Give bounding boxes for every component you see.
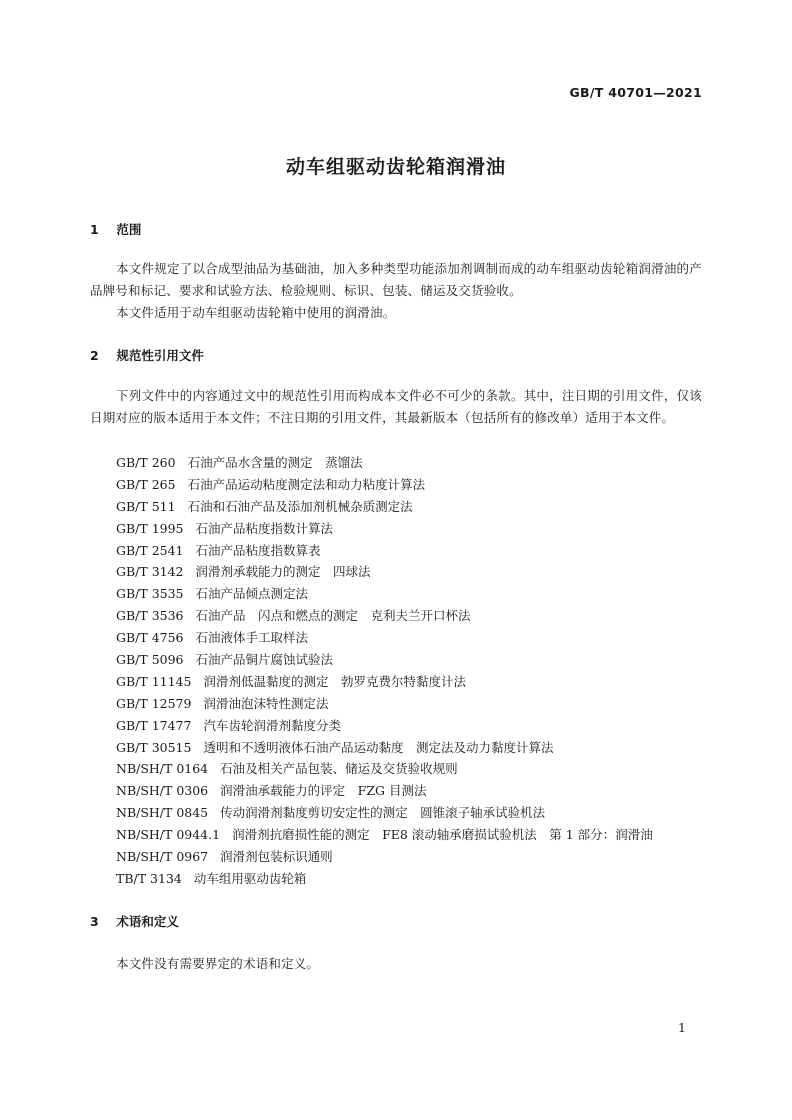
reference-code: NB/SH/T 0845 bbox=[116, 805, 209, 821]
reference-title: 润滑剂包装标识通则 bbox=[220, 849, 333, 865]
reference-title: 石油产品粘度指数计算法 bbox=[195, 520, 334, 536]
reference-title: 石油产品 闪点和燃点的测定 克利夫兰开口杯法 bbox=[195, 608, 471, 624]
reference-code: NB/SH/T 0944.1 bbox=[116, 827, 221, 843]
reference-item bbox=[116, 452, 653, 474]
section-3-heading bbox=[90, 912, 179, 930]
reference-title: 石油产品倾点测定法 bbox=[195, 586, 309, 602]
reference-title: 传动润滑剂黏度剪切安定性的测定 圆锥滚子轴承试验机法 bbox=[220, 805, 546, 821]
section-1-paragraph-2: 本文件适用于动车组驱动齿轮箱中使用的润滑油。 bbox=[116, 305, 396, 320]
section-1-number: 1 bbox=[90, 222, 99, 237]
reference-title: 石油产品水含量的测定 蒸馏法 bbox=[187, 455, 363, 470]
reference-code: GB/T 30515 bbox=[116, 739, 192, 755]
reference-title: 石油产品粘度指数算表 bbox=[195, 542, 321, 558]
reference-code: TB/T 3134 bbox=[116, 870, 182, 886]
section-2-heading bbox=[90, 346, 204, 364]
reference-title: 润滑油承载能力的评定 FZG 目测法 bbox=[220, 783, 427, 799]
reference-code: GB/T 11145 bbox=[116, 673, 192, 689]
reference-code: NB/SH/T 0306 bbox=[116, 783, 209, 799]
reference-code: GB/T 1995 bbox=[116, 520, 184, 536]
reference-code: NB/SH/T 0967 bbox=[116, 849, 209, 865]
section-2-title: 规范性引用文件 bbox=[116, 348, 204, 363]
reference-code: GB/T 12579 bbox=[116, 695, 192, 711]
section-1-paragraph-1: 本文件规定了以合成型油品为基础油，加入多种类型功能添加剂调制而成的动车组驱动齿轮箱润滑油的产品牌号和标记、要求和试验方法、检验规则、标识、包装、储运及交货验收。 bbox=[90, 261, 702, 298]
reference-item bbox=[116, 758, 653, 780]
reference-item bbox=[116, 715, 653, 737]
reference-item bbox=[116, 605, 653, 627]
section-1-title: 范围 bbox=[116, 222, 142, 237]
reference-title: 润滑剂抗磨损性能的测定 FE8 滚动轴承磨损试验机法 第 1 部分：润滑油 bbox=[232, 827, 653, 843]
reference-item bbox=[116, 474, 653, 496]
reference-title: 石油液体手工取样法 bbox=[195, 630, 309, 646]
reference-item bbox=[116, 868, 653, 890]
section-2-paragraph-1: 下列文件中的内容通过文中的规范性引用而构成本文件必不可少的条款。其中，注日期的引用文件，仅该日期对应的版本适用于本文件；不注日期的引用文件，其最新版本（包括所有的修改单）适用于本文件。 bbox=[90, 388, 702, 425]
reference-item bbox=[116, 496, 653, 518]
reference-code: GB/T 17477 bbox=[116, 717, 192, 733]
reference-title: 石油产品运动粘度测定法和动力粘度计算法 bbox=[187, 476, 426, 492]
reference-code: GB/T 2541 bbox=[116, 542, 184, 558]
reference-title: 石油产品铜片腐蚀试验法 bbox=[195, 652, 334, 668]
reference-title: 润滑剂低温黏度的测定 勃罗克费尔特黏度计法 bbox=[203, 673, 466, 689]
reference-item bbox=[116, 518, 653, 540]
reference-item bbox=[116, 802, 653, 824]
reference-item bbox=[116, 824, 653, 846]
reference-code: GB/T 511 bbox=[116, 498, 176, 514]
section-3-title: 术语和定义 bbox=[116, 914, 179, 929]
page-number: 1 bbox=[678, 1020, 686, 1035]
reference-code: GB/T 260 bbox=[116, 455, 176, 470]
section-2-number: 2 bbox=[90, 348, 99, 363]
reference-item bbox=[116, 540, 653, 562]
reference-item bbox=[116, 583, 653, 605]
reference-item bbox=[116, 846, 653, 868]
reference-code: GB/T 265 bbox=[116, 476, 176, 492]
reference-title: 石油及相关产品包装、储运及交货验收规则 bbox=[220, 761, 458, 777]
reference-code: GB/T 3535 bbox=[116, 586, 184, 602]
reference-code: GB/T 5096 bbox=[116, 652, 184, 668]
section-3-number: 3 bbox=[90, 914, 99, 929]
section-1-heading bbox=[90, 220, 141, 238]
reference-code: NB/SH/T 0164 bbox=[116, 761, 209, 777]
reference-title: 透明和不透明液体石油产品运动黏度 测定法及动力黏度计算法 bbox=[203, 739, 554, 755]
reference-item bbox=[116, 780, 653, 802]
reference-code: GB/T 4756 bbox=[116, 630, 184, 646]
reference-item bbox=[116, 561, 653, 583]
document-title: 动车组驱动齿轮箱润滑油 bbox=[285, 156, 506, 178]
reference-code: GB/T 3142 bbox=[116, 564, 184, 580]
reference-item bbox=[116, 627, 653, 649]
reference-code: GB/T 3536 bbox=[116, 608, 184, 624]
standard-code: GB/T 40701—2021 bbox=[569, 85, 702, 100]
reference-title: 石油和石油产品及添加剂机械杂质测定法 bbox=[187, 498, 413, 514]
reference-item bbox=[116, 693, 653, 715]
normative-references-list bbox=[116, 452, 653, 890]
section-3-paragraph-1: 本文件没有需要界定的术语和定义。 bbox=[116, 956, 320, 971]
reference-title: 润滑油泡沫特性测定法 bbox=[203, 695, 329, 711]
reference-item bbox=[116, 649, 653, 671]
reference-title: 汽车齿轮润滑剂黏度分类 bbox=[203, 717, 341, 733]
reference-item bbox=[116, 671, 653, 693]
reference-title: 动车组用驱动齿轮箱 bbox=[193, 870, 307, 886]
reference-item bbox=[116, 737, 653, 759]
reference-title: 润滑剂承载能力的测定 四球法 bbox=[195, 564, 371, 580]
